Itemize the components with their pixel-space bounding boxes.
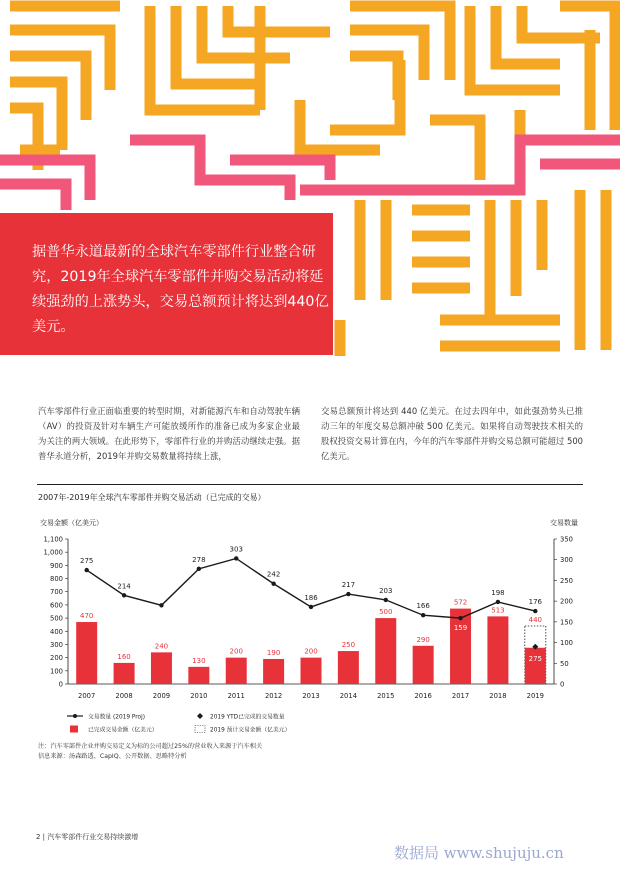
deal-count-point xyxy=(496,600,500,604)
deal-count-point xyxy=(197,567,201,571)
deal-count-label: 217 xyxy=(341,581,356,590)
bar xyxy=(375,618,396,684)
bar xyxy=(114,663,135,684)
chart-title: 2007年-2019年全球汽车零部件并购交易活动（已完成的交易） xyxy=(38,493,266,502)
x-tick-label: 2012 xyxy=(264,692,283,700)
bar-value-label: 250 xyxy=(341,641,356,650)
deal-count-label: 303 xyxy=(229,545,243,554)
y-left-tick-label: 600 xyxy=(50,601,63,610)
y-left-tick-label: 1,100 xyxy=(43,535,63,544)
y-right-tick-label: 150 xyxy=(560,618,573,627)
x-tick-label: 2017 xyxy=(451,692,470,700)
y-right-tick-label: 0 xyxy=(560,680,565,689)
deal-count-label: 214 xyxy=(117,582,131,591)
x-tick-label: 2010 xyxy=(190,692,208,700)
y-left-tick-label: 700 xyxy=(50,588,63,597)
bar xyxy=(487,616,508,684)
bar xyxy=(151,652,172,684)
bar-value-label: 500 xyxy=(379,608,393,617)
legend-label: 2019 预计交易金额（亿美元） xyxy=(210,727,291,734)
y-axis-left-title: 交易金额（亿美元） xyxy=(40,519,103,527)
bar-value-label: 290 xyxy=(416,635,430,644)
deal-count-label: 159 xyxy=(453,624,468,633)
bar-value-label: 200 xyxy=(229,647,243,656)
y-left-tick-label: 400 xyxy=(50,627,63,636)
deal-count-point xyxy=(421,613,425,617)
deal-count-point xyxy=(533,609,537,613)
legend-dashed-swatch xyxy=(195,726,205,733)
callout-text: 据普华永道最新的全球汽车零部件行业整合研究，2019年全球汽车零部件并购交易活动将延续强劲的上涨势头，交易总额预计将达到440亿美元。 xyxy=(32,244,329,335)
bar-value-label: 190 xyxy=(266,648,281,657)
deal-count-point xyxy=(458,616,462,620)
deal-count-point xyxy=(346,592,350,596)
bar xyxy=(338,651,359,684)
page-footer: 2 | 汽车零部件行业交易持续激增 xyxy=(36,833,139,841)
deal-count-point xyxy=(271,582,275,586)
legend-bar-swatch xyxy=(70,726,78,733)
y-right-tick-label: 100 xyxy=(560,639,573,648)
bar xyxy=(226,658,247,684)
x-tick-label: 2019 xyxy=(526,692,544,700)
chart xyxy=(0,510,620,750)
x-tick-label: 2016 xyxy=(414,692,432,700)
y-right-tick-label: 200 xyxy=(560,597,573,606)
x-tick-label: 2014 xyxy=(339,692,358,700)
bar xyxy=(301,658,322,684)
chart-note: 注：汽车零部件企业并购交易定义为标的公司超过25%的营业收入来源于汽车相关 xyxy=(38,743,263,750)
deal-count-point xyxy=(159,603,163,607)
legend-diamond-swatch xyxy=(197,713,203,719)
legend-label: 交易数量 (2019 Proj) xyxy=(88,714,145,721)
bar-value-label: 572 xyxy=(453,598,468,607)
projected-bar-label: 440 xyxy=(528,616,542,624)
bar xyxy=(525,648,546,684)
x-tick-label: 2008 xyxy=(115,692,133,700)
y-left-tick-label: 800 xyxy=(50,575,63,584)
x-tick-label: 2015 xyxy=(377,692,395,700)
x-tick-label: 2007 xyxy=(78,692,96,700)
chart-divider xyxy=(37,484,583,485)
legend-label: 2019 YTD已完成的交易数量 xyxy=(210,714,285,721)
y-left-tick-label: 0 xyxy=(58,680,63,689)
deal-count-label: 186 xyxy=(304,593,318,602)
bar xyxy=(76,622,97,684)
y-right-tick-label: 250 xyxy=(560,576,573,585)
deal-count-label: 176 xyxy=(528,598,542,607)
bar-value-label: 160 xyxy=(117,652,131,661)
deal-count-label: 275 xyxy=(80,557,94,566)
bar-value-label: 200 xyxy=(304,647,318,656)
bar xyxy=(413,646,434,684)
deal-count-point xyxy=(234,556,238,560)
deal-count-point xyxy=(309,605,313,609)
watermark: 数据局 www.shujuju.cn xyxy=(394,844,564,862)
bar-value-label: 470 xyxy=(80,612,94,621)
x-tick-label: 2009 xyxy=(152,692,171,700)
body-column-right: 交易总额预计将达到 440 亿美元。在过去四年中，如此强劲势头已推动三年的年度交易总额冲破 500 亿美元。如果将自动驾驶技术相关的股权投资交易计算在内，今年的汽车零部件并购交易总额可能超过 500 亿美元。 xyxy=(321,406,583,461)
deal-count-point xyxy=(384,598,388,602)
y-right-tick-label: 300 xyxy=(560,556,573,565)
legend-label: 已完成交易金额（亿美元） xyxy=(88,727,158,734)
y-right-tick-label: 50 xyxy=(560,659,569,668)
deal-count-label: 278 xyxy=(192,555,206,564)
deal-count-point xyxy=(84,568,88,572)
deal-count-label: 242 xyxy=(266,570,281,579)
y-left-tick-label: 900 xyxy=(50,561,63,570)
y-right-tick-label: 350 xyxy=(560,535,573,544)
bar xyxy=(263,659,284,684)
bar-value-label: 513 xyxy=(491,606,505,615)
bar-value-label: 240 xyxy=(154,642,169,651)
bar-value-label: 130 xyxy=(192,656,206,665)
x-tick-label: 2018 xyxy=(489,692,507,700)
body-column-left: 汽车零部件行业正面临重要的转型时期，对新能源汽车和自动驾驶车辆（AV）的投资及针对车辆生产可能放缓所作的准备已成为多家企业最为关注的两大领域。在此形势下，零部件行业的并购活动继续走强。据普华永道分析，2019年并购交易数量将持续上涨， xyxy=(38,406,300,461)
deal-count-label: 166 xyxy=(416,602,430,611)
y-left-tick-label: 100 xyxy=(50,667,63,676)
chart-source: 信息来源：汤森路透、CapIQ、公开数据、思略特分析 xyxy=(38,753,187,760)
bar xyxy=(188,667,209,684)
deal-count-label: 203 xyxy=(379,586,393,595)
x-tick-label: 2011 xyxy=(227,692,245,700)
y-left-tick-label: 500 xyxy=(50,614,63,623)
y-left-tick-label: 200 xyxy=(50,654,63,663)
deal-count-point xyxy=(122,593,126,597)
y-axis-right-title: 交易数量 xyxy=(550,519,578,527)
y-left-tick-label: 300 xyxy=(50,640,63,649)
x-tick-label: 2013 xyxy=(302,692,320,700)
legend-line-point xyxy=(73,714,77,718)
y-left-tick-label: 1,000 xyxy=(43,548,63,557)
deal-count-label: 198 xyxy=(491,588,505,597)
bar-value-label: 275 xyxy=(528,654,542,663)
